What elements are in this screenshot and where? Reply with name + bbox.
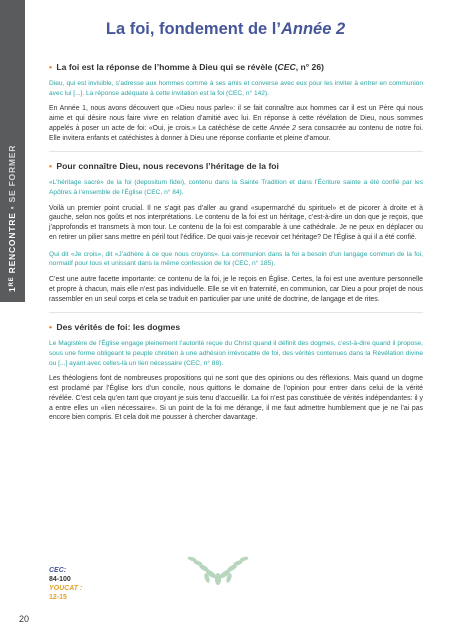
catechism-quote-185: Qui dit «Je crois», dit «J’adhère à ce que nous croyons». La communion dans la foi a besoin d’un langage commun de la foi, normatif pour tous et unissant dans la même confession de foi (CEC, n° 185). [49, 250, 423, 268]
page-title [0, 20, 451, 39]
main-content [49, 62, 423, 430]
cec-value: 84-100 [49, 576, 71, 583]
page-title-main: La foi, fondement de l’ [105, 20, 281, 38]
olive-branch-icon [184, 552, 252, 586]
section-2-paragraph-2: C’est une autre facette importante: ce contenu de la foi, je le reçois en Église. Certes, la foi est une aventure personnelle et propre à chacun, mais elle n’est pas individuelle. Elle se vit en fraternité, en communion, car Dieu a pour projet de nous rassembler en un seul corps et cela se traduit en particulier par une unité de doctrine, de langage et de rites. [49, 275, 423, 303]
bullet-icon: • [49, 161, 53, 172]
side-tab-separator: • [7, 205, 17, 210]
side-tab [0, 0, 25, 302]
bullet-icon: • [49, 322, 53, 333]
section-heading-1-em: CEC [277, 62, 296, 72]
side-tab-label [4, 145, 21, 292]
catechism-quote-84: «L’héritage sacré» de la foi (depositum fidei), contenu dans la Sainte Tradition et dans l’Écriture sainte a été confié par les Apôtres à l’ensemble de l’Église (CEC, n° 84). [49, 179, 423, 196]
catechism-quote-88: Le Magistère de l’Église engage pleinement l’autorité reçue du Christ quand il définit des dogmes, c’est-à-dire quand il propose, sous une forme obligeant le peuple chrétien à une adhésion irrévocable de foi, des vérités contenues dans la Révélation divine ou [...] ayant avec celles-là un lien nécessaire (CEC, n° 88). [49, 340, 423, 367]
side-tab-se-former: SE FORMER [7, 144, 17, 203]
section-heading-2-text: Pour connaître Dieu, nous recevons l’héritage de la foi [56, 161, 279, 172]
section-divider [49, 312, 423, 313]
page-number: 20 [19, 614, 30, 624]
section-1-paragraph-pre: En Année 1, nous avons découvert que «Dieu nous parle»: il se fait connaître aux hommes car il est un Père qui nous aime et qui désire nous faire vivre en relation d’amitié avec lui. En réponse à cette révélation de Dieu, nous sommes appelés à poser un acte de foi: «Oui, je crois.» La catéchèse de cette [49, 105, 423, 132]
section-heading-3 [49, 322, 423, 333]
youcat-label: YOUCAT : [49, 585, 83, 592]
side-tab-number: 1 [7, 286, 17, 292]
section-1-paragraph-post: sera consacrée au contenu de notre foi. Elle invitera enfants et catéchistes à donner à Dieu une réponse confiante et pleine d’amour. [49, 124, 423, 142]
bullet-icon: • [49, 62, 53, 72]
section-heading-1-post: , n° 26) [295, 62, 324, 72]
page-title-emphasis: Année 2 [280, 20, 346, 38]
catechism-quote-142: Dieu, qui est invisible, s’adresse aux hommes comme à ses amis et converse avec eux pour les inviter à entrer en communion avec lui [...]. La réponse adéquate à cette invitation est la foi (CEC, n° 142). [49, 80, 423, 97]
side-tab-superscript: RE [9, 276, 15, 287]
section-divider [49, 151, 423, 152]
section-heading-2 [49, 161, 423, 172]
section-3-paragraph: Les théologiens font de nombreuses propositions qui ne sont que des opinions ou des réflexions. Mais quand un dogme est proclamé par l’Église lors d’un concile, nous quittons le domaine de l’opinion pour entrer dans celui de la vérité révélée. C’est cela qu’en tant que croyant je suis tenu d’accueillir. La foi n’est pas constituée de vérités indépendantes: il y a entre elles un «lien nécessaire». Si un point de la foi me dérange, il me faut admettre humblement que je ne l’ai pas encore bien compris. Et cela doit me pousser à chercher davantage. [49, 375, 423, 422]
section-1-paragraph-em: Année 2 [269, 124, 296, 132]
section-heading-3-text: Des vérités de foi: les dogmes [56, 322, 181, 333]
section-heading-1-pre: La foi est la réponse de l’homme à Dieu qui se révèle ( [56, 62, 278, 72]
side-tab-rencontre: RENCONTRE [7, 212, 17, 274]
section-heading-1 [49, 62, 423, 73]
cec-label: CEC: [49, 567, 67, 574]
section-2-paragraph-1: Voilà un premier point crucial. Il ne s’agit pas d’aller au grand «supermarché du spirituel» et de picorer à droite et à gauche, selon nos goûts et nos interprétations. Le contenu de la foi est un héritage, c’est-à-dire un don que je reçois, que j’approfondis et transmets à mon tour. Le contenu de la foi est comparable à une cathédrale. Je ne peux en déplacer ou en retirer un pilier sans mettre en péril tout l’édifice. De quoi vais-je recevoir cet héritage? De l’Église à qui il a été confié. [49, 204, 423, 241]
references [49, 566, 82, 602]
youcat-value: 12-15 [49, 594, 67, 601]
section-1-paragraph [49, 104, 423, 143]
